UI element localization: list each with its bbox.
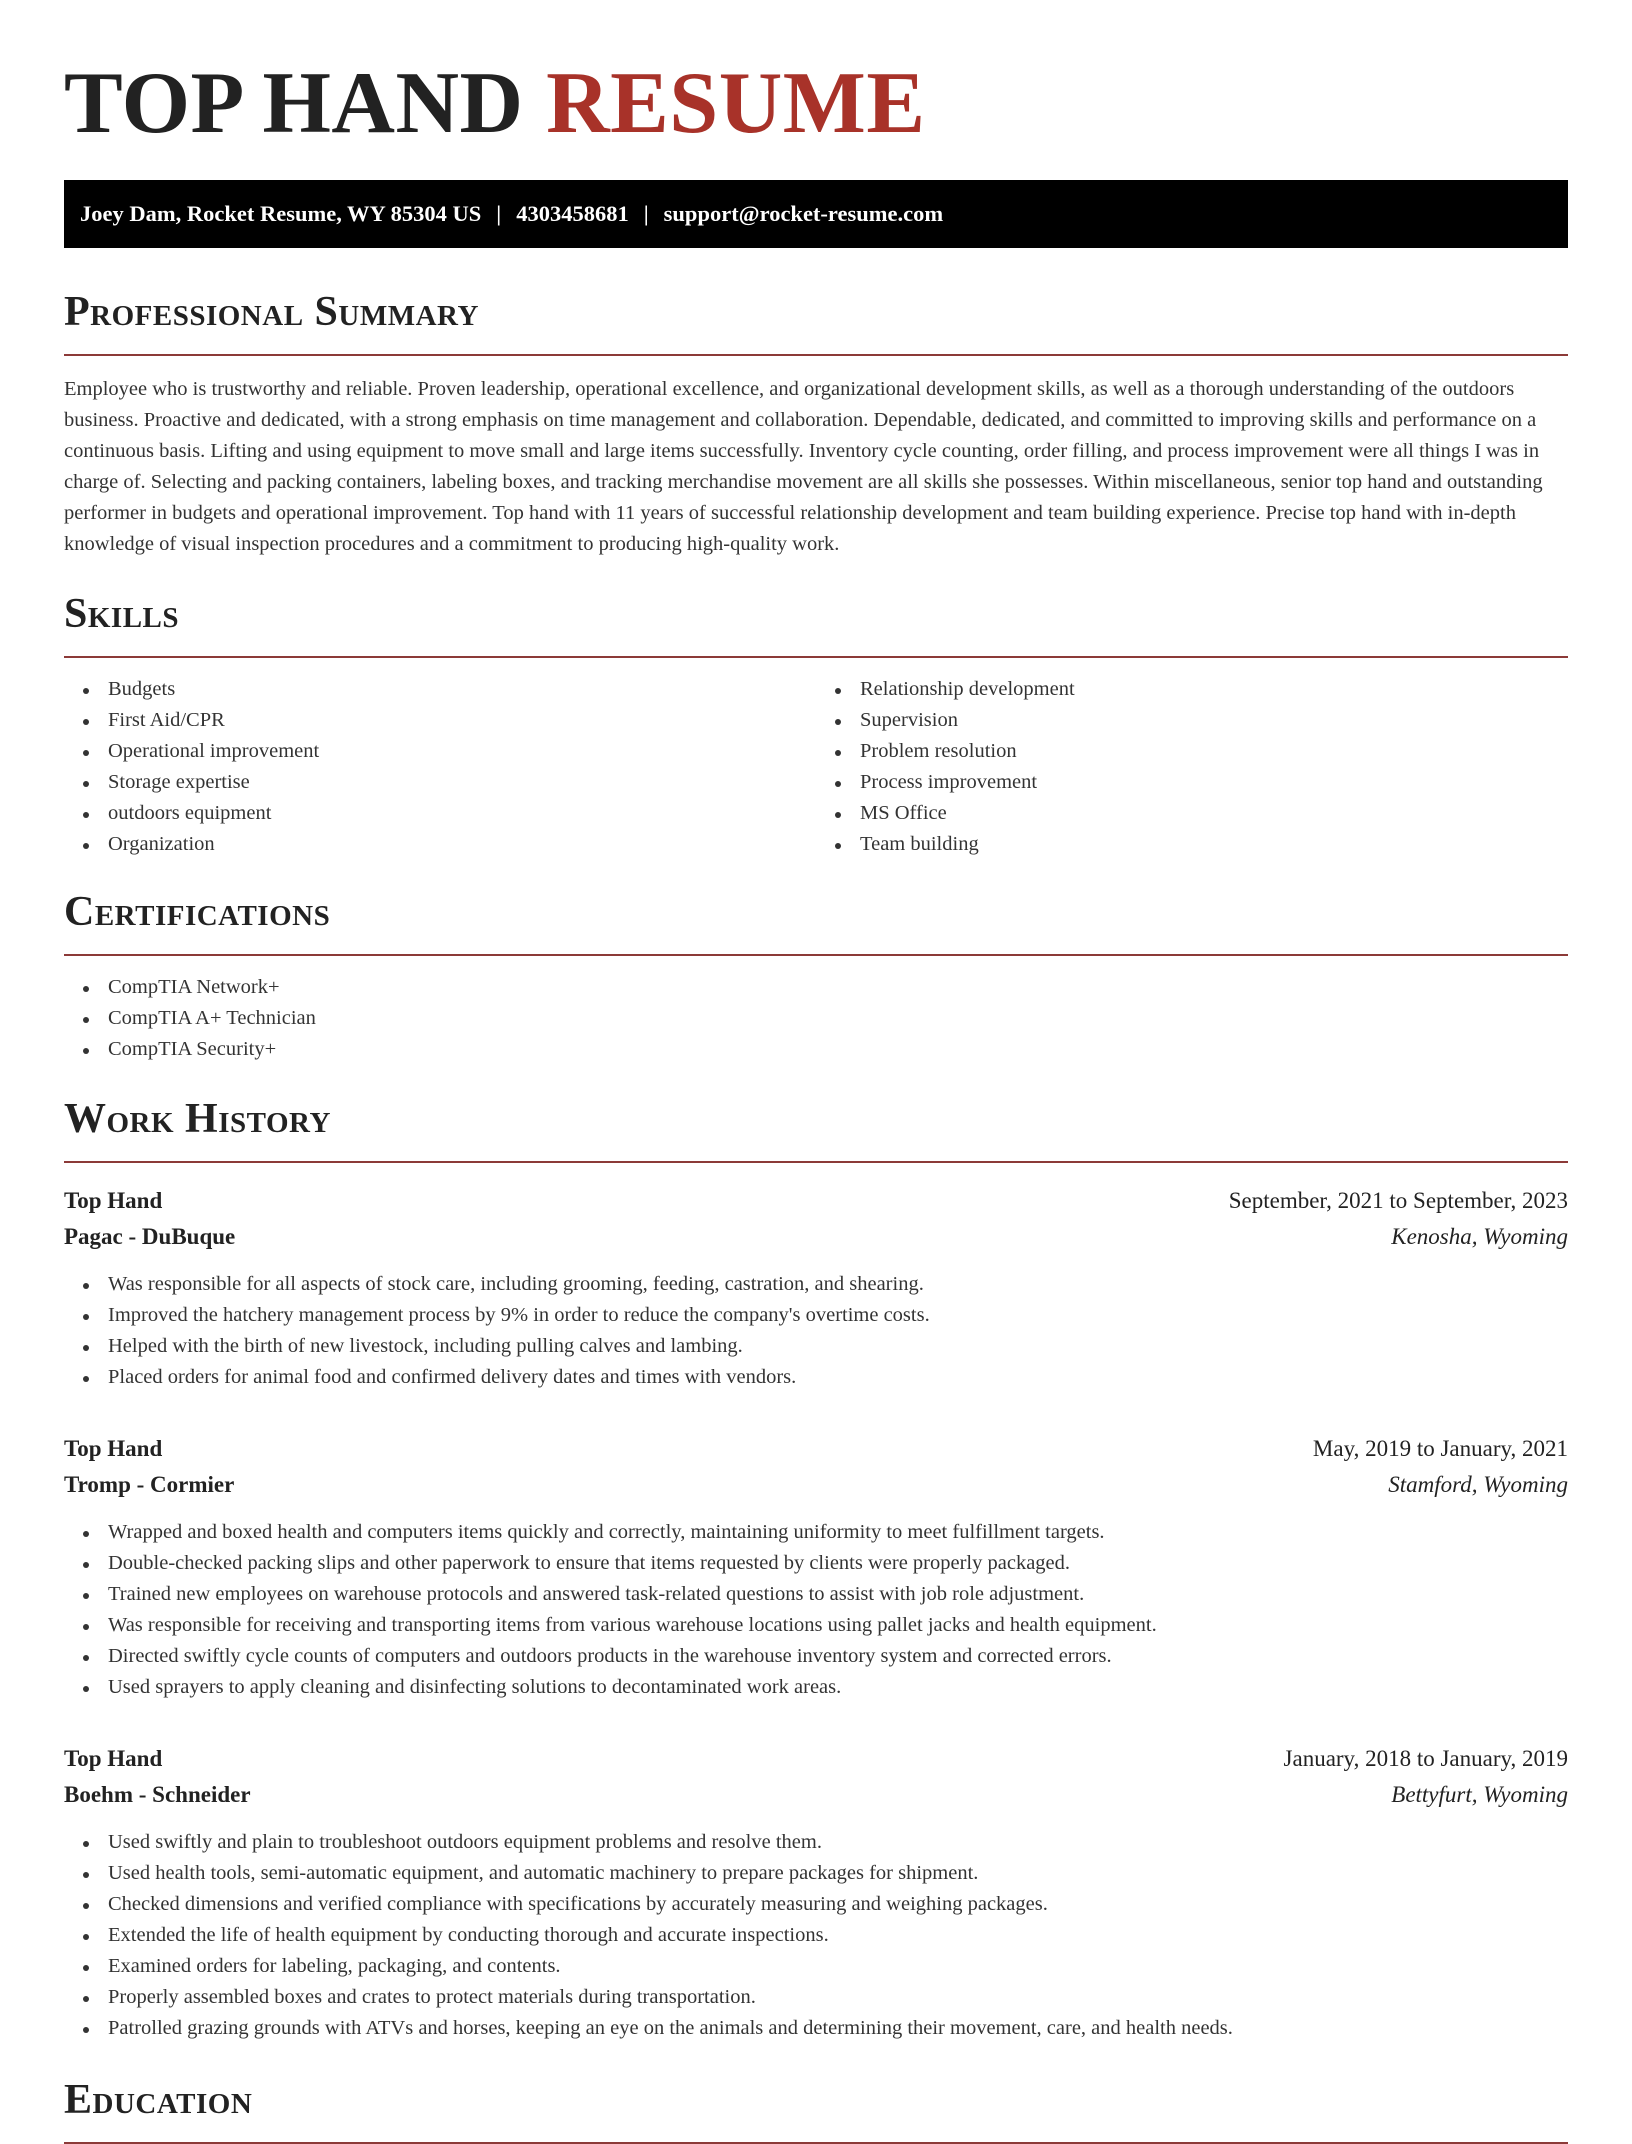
job-entry [64, 1741, 1568, 2044]
title-name-part: TOP HAND [64, 55, 524, 152]
contact-address: Joey Dam, Rocket Resume, WY 85304 US [80, 201, 482, 226]
skills-list-right [816, 674, 1568, 860]
section-divider [64, 656, 1568, 658]
job-header-row [64, 1431, 1568, 1467]
contact-phone: 4303458681 [516, 201, 629, 226]
job-company: Pagac - DuBuque [64, 1224, 236, 1249]
skill-item: Operational improvement [64, 736, 816, 767]
summary-text: Employee who is trustworthy and reliable. Proven leadership, operational excellence, and organizational development skills, as well as a thorough understanding of the outdoors business. Proactive and dedicated, with a strong emphasis on time management and collaboration. Dependable, dedicated, and committed to improving skills and performance on a continuous basis. Lifting and using equipment to move small and large items successfully. Inventory cycle counting, order filling, and process improvement were all things I was in charge of. Selecting and packing containers, labeling boxes, and tracking merchandise movement are all skills she possesses. Within miscellaneous, senior top hand and outstanding performer in budgets and operational improvement. Top hand with 11 years of successful relationship development and team building experience. Precise top hand with in-depth knowledge of visual inspection procedures and a commitment to producing high-quality work. [64, 378, 1543, 555]
skills-heading: Skills [64, 591, 180, 637]
skill-item: Relationship development [816, 674, 1568, 705]
skill-item: Process improvement [816, 767, 1568, 798]
job-dates: January, 2018 to January, 2019 [1283, 1746, 1568, 1771]
section-divider [64, 354, 1568, 356]
job-company-row [64, 1219, 1568, 1255]
skill-item: MS Office [816, 798, 1568, 829]
title-accent-part: RESUME [546, 55, 926, 152]
work-history-section [64, 1093, 1568, 2044]
certification-item: CompTIA Network+ [64, 972, 1568, 1003]
job-title: Top Hand [64, 1188, 163, 1213]
job-duty-item: Extended the life of health equipment by conducting thorough and accurate inspections. [64, 1920, 1568, 1951]
skill-item: Team building [816, 829, 1568, 860]
skills-section [64, 588, 1568, 860]
section-divider [64, 1161, 1568, 1163]
resume-title [64, 0, 1568, 152]
job-duty-item: Trained new employees on warehouse protocols and answered task-related questions to assist with job role adjustment. [64, 1579, 1568, 1610]
job-duties-list [64, 1827, 1568, 2044]
job-entry [64, 1431, 1568, 1703]
skill-item: Budgets [64, 674, 816, 705]
job-duty-item: Was responsible for receiving and transporting items from various warehouse locations using pallet jacks and health equipment. [64, 1610, 1568, 1641]
job-header-row [64, 1183, 1568, 1219]
job-duty-item: Helped with the birth of new livestock, including pulling calves and lambing. [64, 1331, 1568, 1362]
skills-grid [64, 674, 1568, 860]
job-location: Bettyfurt, Wyoming [1391, 1782, 1568, 1807]
job-location: Stamford, Wyoming [1388, 1472, 1568, 1497]
job-duty-item: Double-checked packing slips and other paperwork to ensure that items requested by clients were properly packaged. [64, 1548, 1568, 1579]
job-duty-item: Placed orders for animal food and confirmed delivery dates and times with vendors. [64, 1362, 1568, 1393]
job-duty-item: Patrolled grazing grounds with ATVs and horses, keeping an eye on the animals and determining their movement, care, and health needs. [64, 2013, 1568, 2044]
job-duty-item: Properly assembled boxes and crates to protect materials during transportation. [64, 1982, 1568, 2013]
summary-section [64, 286, 1568, 560]
job-duty-item: Directed swiftly cycle counts of computers and outdoors products in the warehouse inventory system and corrected errors. [64, 1641, 1568, 1672]
job-company-row [64, 1777, 1568, 1813]
contact-email: support@rocket-resume.com [663, 201, 944, 226]
job-duty-item: Checked dimensions and verified compliance with specifications by accurately measuring and weighing packages. [64, 1889, 1568, 1920]
skill-item: Problem resolution [816, 736, 1568, 767]
job-duties-list [64, 1517, 1568, 1703]
job-dates: May, 2019 to January, 2021 [1312, 1436, 1568, 1461]
job-title: Top Hand [64, 1746, 163, 1771]
job-duty-item: Used swiftly and plain to troubleshoot outdoors equipment problems and resolve them. [64, 1827, 1568, 1858]
job-duties-list [64, 1269, 1568, 1393]
certification-item: CompTIA Security+ [64, 1034, 1568, 1065]
job-company-row [64, 1467, 1568, 1503]
certifications-heading: Certifications [64, 889, 331, 935]
skills-column-left [64, 674, 816, 860]
job-entry [64, 1183, 1568, 1393]
job-duty-item: Used sprayers to apply cleaning and disinfecting solutions to decontaminated work areas. [64, 1672, 1568, 1703]
certifications-list [64, 972, 1568, 1065]
section-divider [64, 954, 1568, 956]
work-history-heading: Work History [64, 1096, 331, 1142]
job-location: Kenosha, Wyoming [1391, 1224, 1568, 1249]
contact-bar [64, 180, 1568, 248]
skill-item: outdoors equipment [64, 798, 816, 829]
contact-separator: | [643, 201, 649, 226]
job-duty-item: Improved the hatchery management process by 9% in order to reduce the company's overtime costs. [64, 1300, 1568, 1331]
job-dates: September, 2021 to September, 2023 [1228, 1188, 1568, 1213]
skill-item: Supervision [816, 705, 1568, 736]
job-header-row [64, 1741, 1568, 1777]
job-duty-item: Used health tools, semi-automatic equipment, and automatic machinery to prepare packages for shipment. [64, 1858, 1568, 1889]
skill-item: Organization [64, 829, 816, 860]
job-company: Tromp - Cormier [64, 1472, 235, 1497]
job-company: Boehm - Schneider [64, 1782, 251, 1807]
certifications-section [64, 886, 1568, 1065]
skills-column-right [816, 674, 1568, 860]
job-duty-item: Examined orders for labeling, packaging, and contents. [64, 1951, 1568, 1982]
skill-item: First Aid/CPR [64, 705, 816, 736]
contact-separator: | [496, 201, 502, 226]
summary-heading: Professional Summary [64, 289, 479, 335]
skill-item: Storage expertise [64, 767, 816, 798]
job-duty-item: Was responsible for all aspects of stock care, including grooming, feeding, castration, and shearing. [64, 1269, 1568, 1300]
certification-item: CompTIA A+ Technician [64, 1003, 1568, 1034]
job-duty-item: Wrapped and boxed health and computers items quickly and correctly, maintaining uniformity to meet fulfillment targets. [64, 1517, 1568, 1548]
education-heading: Education [64, 2077, 253, 2123]
job-title: Top Hand [64, 1436, 163, 1461]
skills-list-left [64, 674, 816, 860]
education-section [64, 2074, 1568, 2144]
